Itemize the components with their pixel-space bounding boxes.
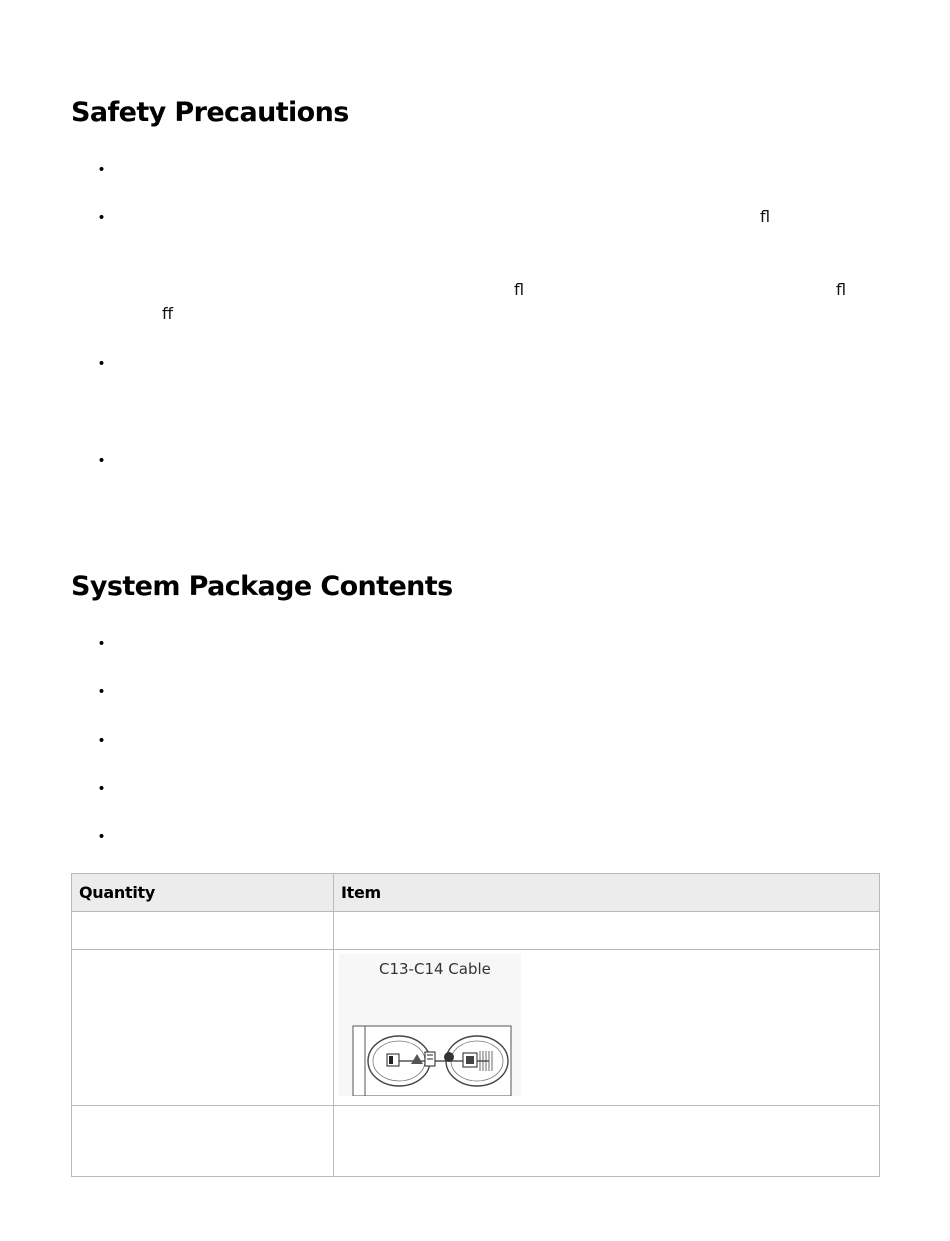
bullet: • — [97, 162, 106, 178]
section-title-system-package-contents: System Package Contents — [71, 571, 453, 602]
table-row — [72, 950, 880, 1106]
bullet: • — [97, 829, 106, 845]
table-header-row — [72, 874, 880, 912]
column-header-item: Item — [334, 874, 880, 912]
item-cell — [334, 950, 880, 1106]
column-header-quantity: Quantity — [72, 874, 334, 912]
bullet: • — [97, 684, 106, 700]
bullet: • — [97, 453, 106, 469]
cable-caption: C13-C14 Cable — [379, 960, 491, 978]
bullet: • — [97, 636, 106, 652]
quantity-cell — [72, 950, 334, 1106]
ligature-fragment: ﬂ — [836, 280, 847, 299]
ligature-fragment: ﬂ — [514, 280, 525, 299]
bullet: • — [97, 781, 106, 797]
quantity-cell — [72, 912, 334, 950]
ligature-fragment: ﬂ — [760, 207, 771, 226]
bullet: • — [97, 356, 106, 372]
table-row — [72, 1106, 880, 1177]
item-cell — [334, 1106, 880, 1177]
section-title-safety-precautions: Safety Precautions — [71, 97, 349, 128]
table-row — [72, 912, 880, 950]
ligature-fragment: ﬀ — [162, 304, 174, 323]
bullet: • — [97, 733, 106, 749]
quantity-cell — [72, 1106, 334, 1177]
package-contents-table — [71, 873, 880, 1177]
cable-image — [339, 954, 521, 1096]
item-cell — [334, 912, 880, 950]
bullet: • — [97, 210, 106, 226]
